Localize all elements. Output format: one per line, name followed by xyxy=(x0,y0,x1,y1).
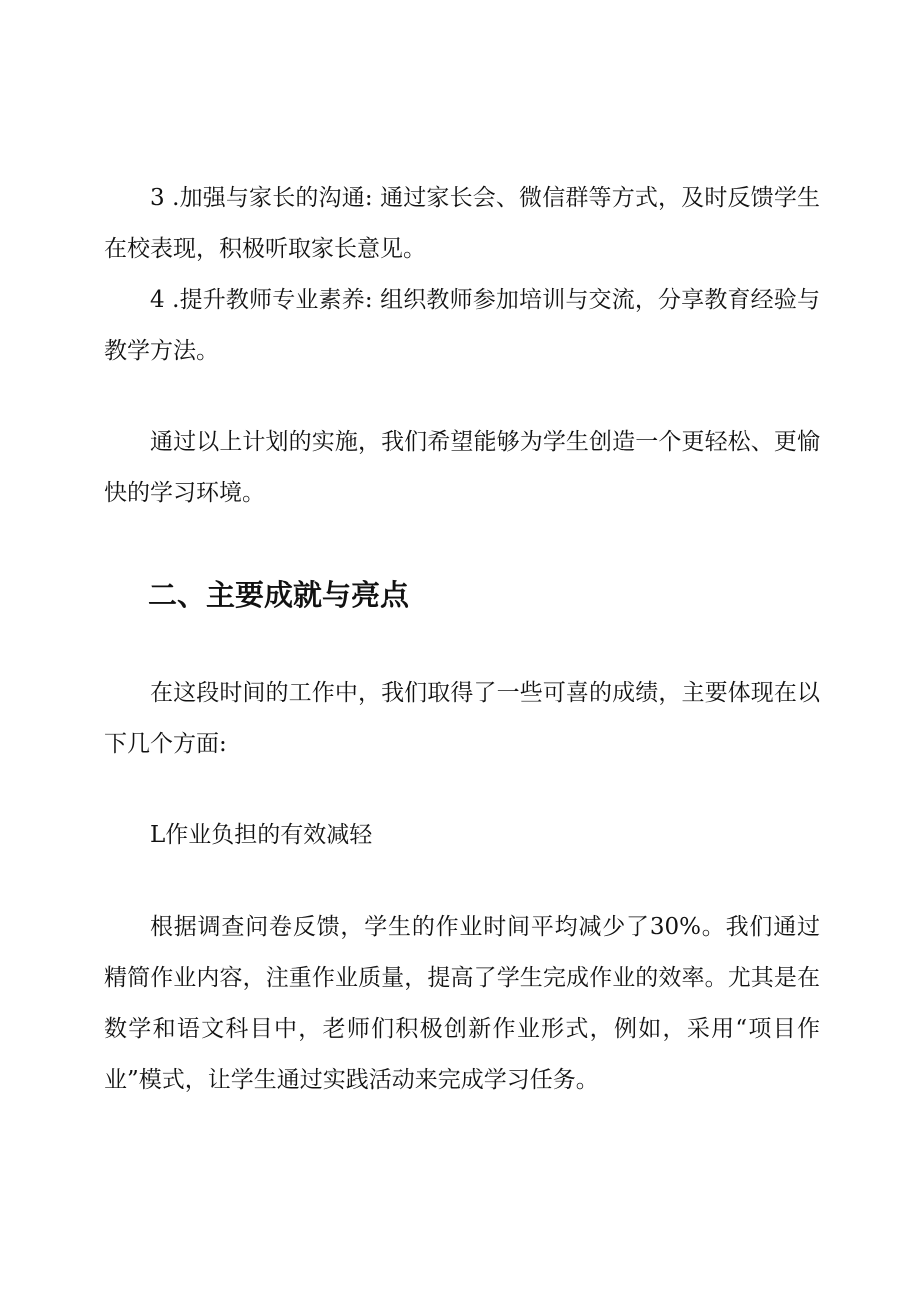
conclusion-paragraph: 通过以上计划的实施，我们希望能够为学生创造一个更轻松、更愉快的学习环境。 xyxy=(104,429,820,506)
subsection-heading: L作业负担的有效减轻 xyxy=(150,822,373,848)
body-paragraph: 根据调查问卷反馈，学生的作业时间平均减少了30%。我们通过精简作业内容，注重作业质量，提高了学生完成作业的效率。尤其是在数学和语文科目中，老师们积极创新作业形式，例如，采用“项目作业”模式，让学生通过实践活动来完成学习任务。 xyxy=(104,914,820,1093)
intro-paragraph: 在这段时间的工作中，我们取得了一些可喜的成绩，主要体现在以下几个方面: xyxy=(104,680,820,757)
list-item-parent-communication: 3 .加强与家长的沟通: 通过家长会、微信群等方式，及时反馈学生在校表现，积极听取家长意见。 xyxy=(104,185,820,262)
list-item-teacher-training: 4 .提升教师专业素养: 组织教师参加培训与交流，分享教育经验与教学方法。 xyxy=(104,287,820,364)
section-heading: 二、主要成就与亮点 xyxy=(148,578,410,612)
